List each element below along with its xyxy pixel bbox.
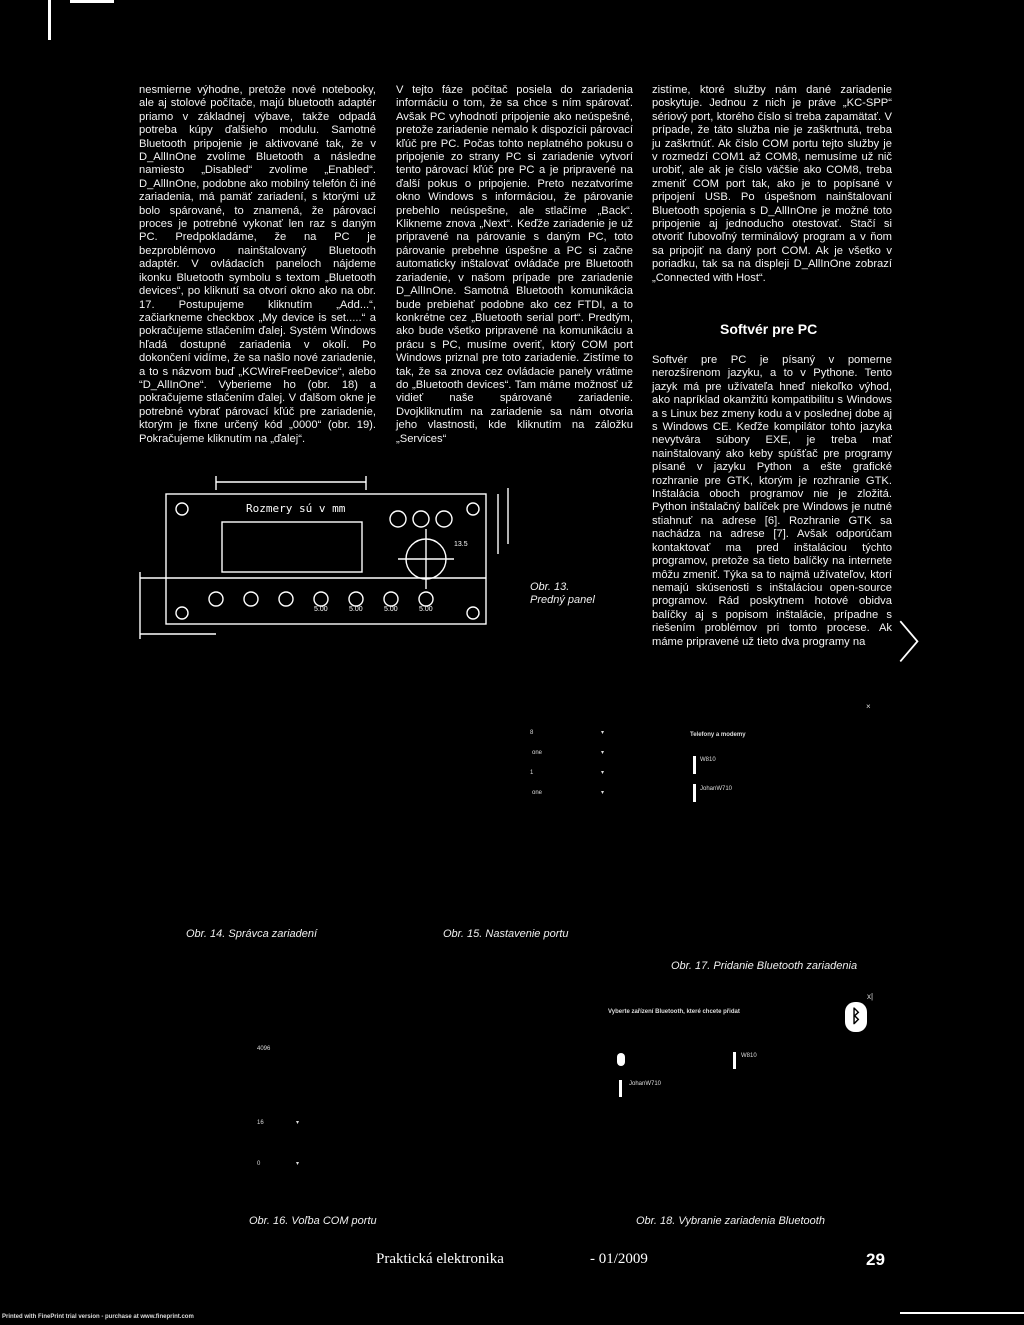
dimension-label: 5.00 — [384, 606, 398, 613]
device-icon — [693, 756, 696, 774]
led-circle — [436, 511, 452, 527]
button-circle — [314, 592, 328, 606]
text-column-3 — [652, 84, 892, 285]
print-note: Printed with FinePrint trial version - purchase at www.fineprint.com — [2, 1314, 194, 1320]
button-circle — [384, 592, 398, 606]
fig16-value: 4096 — [257, 1046, 271, 1052]
device-icon — [619, 1080, 622, 1097]
led-circle — [413, 511, 429, 527]
mount-hole — [176, 607, 188, 619]
journal-name: Praktická elektronika — [376, 1251, 504, 1267]
device-type-icon — [617, 1053, 625, 1066]
footer-rule — [900, 1312, 1024, 1314]
button-circle — [349, 592, 363, 606]
fig18-device: W810 — [741, 1053, 757, 1059]
page-number: 29 — [866, 1250, 885, 1269]
fig17-device: W810 — [700, 757, 716, 763]
caption-obr17: Obr. 17. Pridanie Bluetooth zariadenia — [671, 960, 858, 972]
fig16-value: 16 — [257, 1120, 264, 1126]
bluetooth-icon: ᛒ — [845, 1002, 867, 1032]
text-column-3b — [652, 354, 892, 649]
caption-obr18: Obr. 18. Vybranie zariadenia Bluetooth — [636, 1215, 825, 1227]
dimension-label: 5.00 — [419, 606, 433, 613]
mount-hole — [176, 503, 188, 515]
display-window — [222, 522, 362, 572]
dropdown-arrow-icon: ▾ — [296, 1120, 300, 1126]
button-circle — [209, 592, 223, 606]
dimension-note: Rozmery sú v mm — [246, 502, 346, 515]
dropdown-arrow-icon: ▾ — [601, 750, 605, 756]
button-circle — [279, 592, 293, 606]
top-mark — [48, 0, 51, 40]
top-mark — [70, 0, 114, 3]
caption-obr16: Obr. 16. Voľba COM portu — [249, 1215, 377, 1227]
caption-obr15: Obr. 15. Nastavenie portu — [443, 928, 569, 940]
led-circle — [390, 511, 406, 527]
caption-obr13: Obr. 13. Predný panel — [530, 581, 595, 606]
button-circle — [419, 592, 433, 606]
continue-arrow-icon: 〉 — [898, 618, 942, 669]
dropdown-arrow-icon: ▾ — [601, 770, 605, 776]
dimension-label: 5.00 — [314, 606, 328, 613]
dropdown-arrow-icon: ▾ — [296, 1161, 300, 1167]
caption-obr14: Obr. 14. Správca zariadení — [186, 928, 318, 940]
fig16-value: 0 — [257, 1161, 261, 1167]
fig15-value: 1 — [530, 770, 534, 776]
fig15-value: one — [532, 750, 543, 756]
mount-hole — [467, 503, 479, 515]
stray-mark: × — [866, 702, 871, 711]
dropdown-arrow-icon: ▾ — [601, 790, 605, 796]
fig15-value: 8 — [530, 730, 534, 736]
dropdown-arrow-icon: ▾ — [601, 730, 605, 736]
fig17-title: Telefony a modemy — [690, 732, 746, 738]
mount-hole — [467, 607, 479, 619]
text-column-1 — [139, 84, 376, 446]
fig17-device: JohanW710 — [700, 786, 733, 792]
column-2-text: V tejto fáze počítač posiela do zariadenia informáciu o tom, že sa chce s ním spárovať. Avšak PC vyhodnotí pripojenie ako neúspešné, pretože zariadenie nemalo k dispozícii párovací kľúč pre PC. Počas tohto neplatného pokusu o pripojenie zo strany PC si zariadenie vytvorí tento párovací kľúč pre PC a je pripravené na ďalší pokus o pripojenie. Preto nezatvoríme okno Windows s informáciou, že párovanie prebehlo neúspešne, ale stlačíme „Back“. Klikneme znova „Next“. Keďže zariadenie je už pripravené na párovanie s daným PC, toto párovanie prebehne úspešne a PC si začne automaticky inštalovať ovládače pre Bluetooth zariadenie, v našom prípade pre zariadenie D_AllInOne. Samotná Bluetooth komunikácia bude prebiehať podobne ako cez FTDI, a to konkrétne cez „Bluetooth serial port“. Predtým, ako bude všetko pripravené na komunikáciu a prácu s PC, musíme overiť, ktorý COM port Windows priznal pre toto zariadenie. Zistíme to tak, že sa znova cez ovládacie panely vrátime do „Bluetooth devices“. Tam máme možnosť už vidieť naše spárované zariadenie. Dvojkliknutím na zariadenie sa nám otvoria jeho vlastnosti, kde kliknutím na záložku „Services“ — [396, 84, 633, 445]
column-3-text-a: zistíme, ktoré služby nám dané zariadenie poskytuje. Jednou z nich je práve „KC-SPP“ sériový port, ktorého číslo si treba zapamätať. V prípade, že táto služba nie je zaškrtnutá, treba ju zaškrtnúť. Ak číslo COM portu tejto služby je v rozmedzí COM1 až COM8, nemusíme už nič urobiť, ale ak je číslo väčšie ako COM8, treba zmeniť COM port tak, ako je to popísané v pripojení USB. Po úspešnom nainštalovaní Bluetooth spojenia s D_AllInOne je možné toto pripojenie aj jednoducho otestovať. Stačí si otvoriť ľubovoľný terminálový program a v ňom sa pripojiť na daný port COM. Ak je všetko v poriadku, tak sa na displeji D_AllInOne zobrazí „Connected with Host“. — [652, 84, 892, 284]
text-column-2 — [396, 84, 633, 446]
column-3-text-b: Softvér pre PC je písaný v pomerne nerozšírenom jazyku, a to v Pythone. Tento jazyk má pre užívateľa hneď niekoľko výhod, ako napríklad okamžitú kompatibilitu s Windows a s Linux bez zmeny kodu a v poslednej dobe aj s Windows CE. Keďže kompilátor tohto jazyka nevytvára súbory EXE, je treba mať nainštalovaný ako keby spúšťač pre programy písané v jazyku Python a ešte grafické rozhranie pre GTK, ktorým je rozhranie GTK. Inštalácia oboch programov nie je zložitá. Python inštalačný balíček pre Windows je nutné stiahnuť na adrese [6]. Rozhranie GTK sa nachádza na adrese [7]. Avšak odporúčam kontaktovať ma pred inštaláciou týchto programov, pretože sa tieto balíčky na internete môžu zmeniť. Týka sa to najmä užívateľov, ktorí nemajú skúsenosti s inštaláciou open-source programov. Rád poskytnem hotové obidva balíčky aj s popisom inštalácie, prípadne s riešením problémov pri tomto procese. Ak máme pripravené už tieto dva programy na — [652, 354, 892, 648]
section-heading: Softvér pre PC — [720, 321, 818, 337]
fig18-close: x| — [867, 992, 874, 1001]
dimension-label: 5.00 — [349, 606, 363, 613]
fig15-value: one — [532, 790, 543, 796]
device-icon — [733, 1052, 736, 1069]
front-panel-drawing — [136, 474, 516, 644]
device-icon — [693, 784, 696, 802]
column-1-text: nesmierne výhodne, pretože nové notebooky, ale aj stolové počítače, majú bluetooth adaptér priamo v základnej výbave, takže odpadá potreba kúpy ďalšieho modulu. Samotné Bluetooth pripojenie je aktivované tak, že v D_AllInOne zvolíme Bluetooth a následne namiesto „Disabled“ zvolíme „Enabled“. D_AllInOne, podobne ako mobilný telefón či iné zariadenia, má pamäť zariadení, s ktorými už bolo spárované, to znamená, že párovací proces je potrebné vykonať len raz s daným PC. Predpokladáme, že na PC je bezproblémovo nainštalovaný Bluetooth adaptér. V ovládacích paneloch nájdeme ikonku Bluetooth symbolu s textom „Bluetooth devices“, po kliknutí sa otvorí okno ako na obr. 17. Postupujeme kliknutím „Add...“, začiarkneme checkbox „My device is set.....“ a pokračujeme stlačením ďalej. Systém Windows hľadá dostupné zariadenia v okolí. Po dokončení vidíme, že sa našlo nové zariadenie, a to s názvom buď „KCWireFreeDevice“, alebo “D_AllInOne“. Vyberieme ho (obr. 18) a pokračujeme stlačením ďalej. V ďalšom okne je potrebné vybrať párovací kľúč pre zariadenie, ktorým je fixne určený kód „0000“ (obr. 19). Pokračujeme kliknutím na „ďalej“. — [139, 84, 376, 445]
dimension-label: 13.5 — [454, 541, 468, 548]
fig18-prompt: Vyberte zařízení Bluetooth, které chcete přidat — [608, 1009, 740, 1015]
button-circle — [244, 592, 258, 606]
fig18-device: JohanW710 — [629, 1081, 662, 1087]
issue-number: - 01/2009 — [590, 1251, 648, 1267]
